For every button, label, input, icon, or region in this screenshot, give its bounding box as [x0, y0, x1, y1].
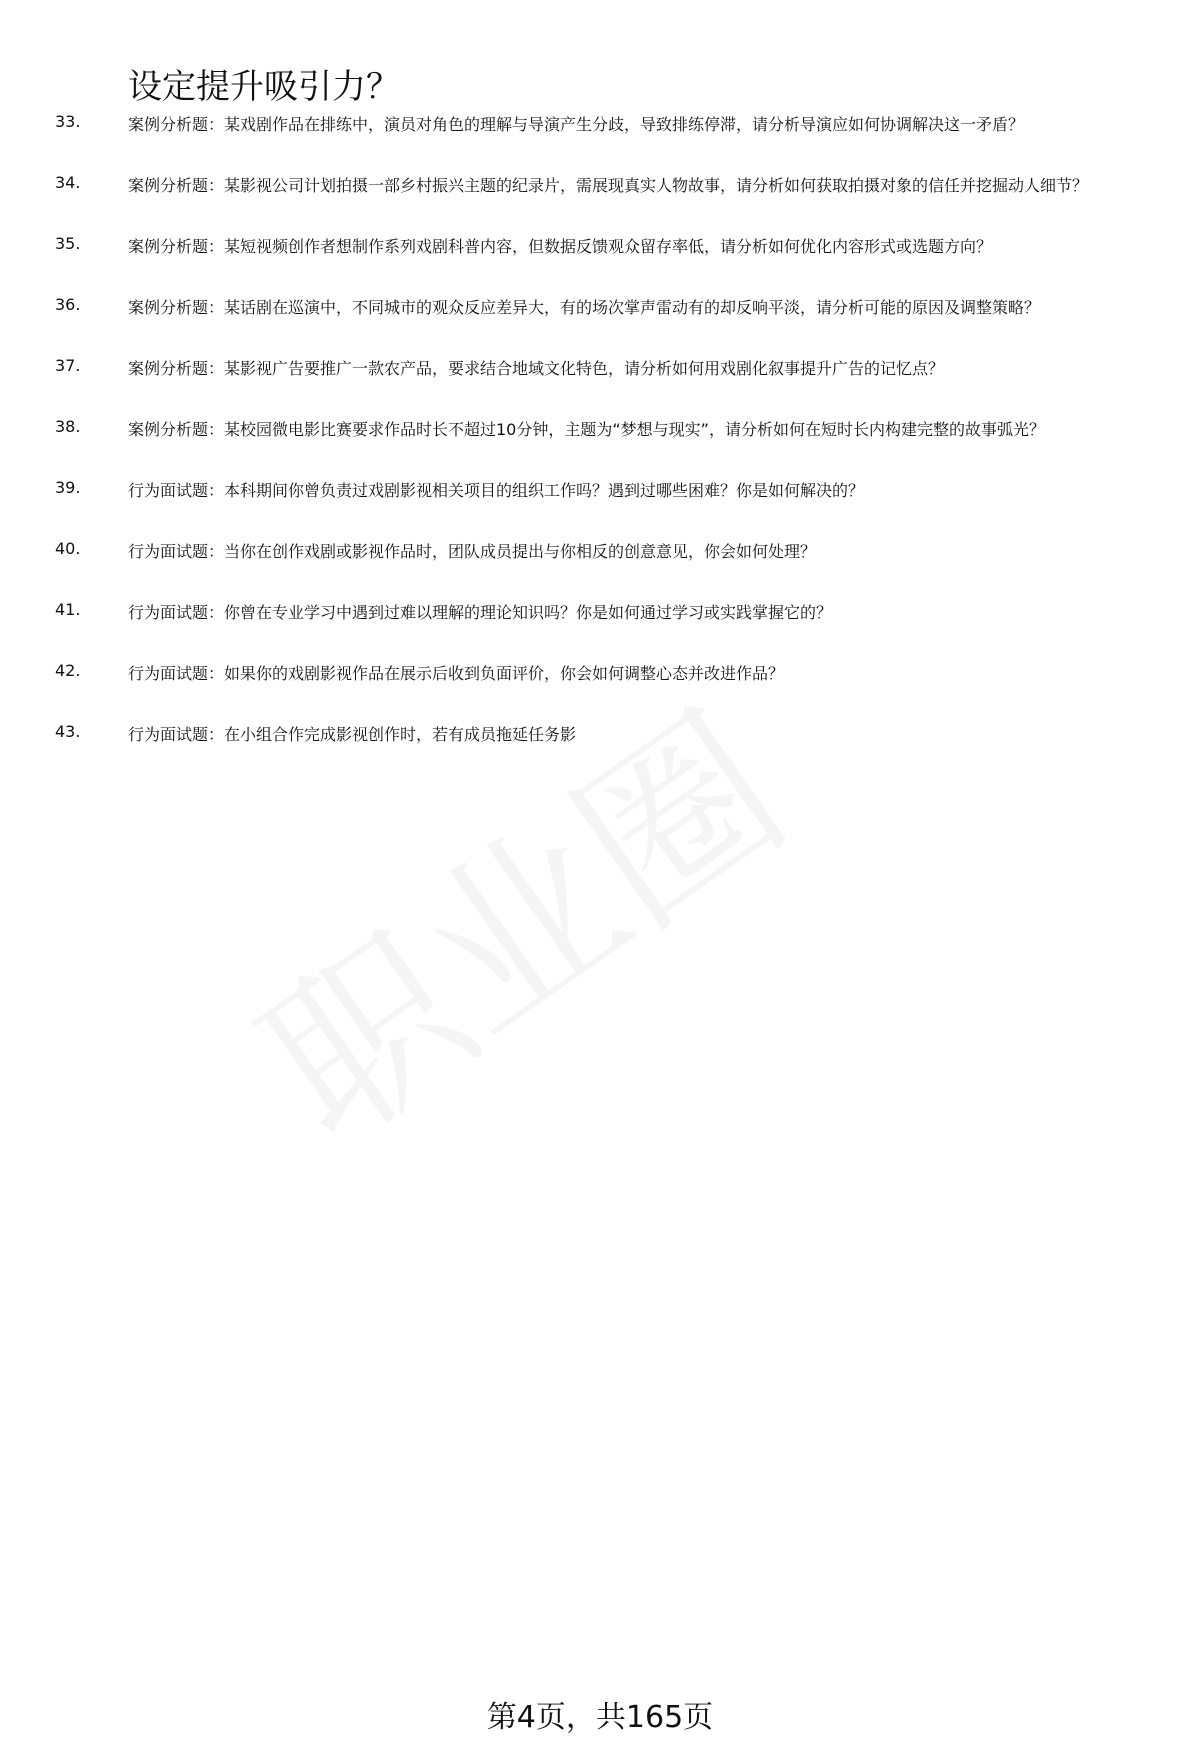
question-list-wrapper [55, 112, 1138, 745]
question-number: 42. [55, 661, 81, 680]
question-item [55, 234, 1138, 257]
question-text: 行为面试题：本科期间你曾负责过戏剧影视相关项目的组织工作吗？遇到过哪些困难？你是如何解决的？ [128, 481, 865, 500]
question-number: 34. [55, 173, 81, 192]
question-item [55, 539, 1138, 562]
question-text: 行为面试题：当你在创作戏剧或影视作品时，团队成员提出与你相反的创意意见，你会如何处理？ [128, 542, 817, 561]
question-number: 41. [55, 600, 81, 619]
question-number: 36. [55, 295, 81, 314]
question-number: 38. [55, 417, 81, 436]
question-text: 案例分析题：某影视广告要推广一款农产品，要求结合地域文化特色，请分析如何用戏剧化叙事提升广告的记忆点？ [128, 359, 945, 378]
question-number: 40. [55, 539, 81, 558]
question-item [55, 173, 1138, 196]
question-number: 43. [55, 722, 81, 741]
question-item [55, 722, 1138, 745]
question-list [55, 112, 1138, 745]
question-text: 案例分析题：某话剧在巡演中，不同城市的观众反应差异大，有的场次掌声雷动有的却反响平淡，请分析可能的原因及调整策略？ [128, 298, 1041, 317]
question-item [55, 112, 1138, 135]
question-number: 39. [55, 478, 81, 497]
question-text: 行为面试题：如果你的戏剧影视作品在展示后收到负面评价，你会如何调整心态并改进作品？ [128, 664, 785, 683]
question-number: 35. [55, 234, 81, 253]
question-text: 案例分析题：某影视公司计划拍摄一部乡村振兴主题的纪录片，需展现真实人物故事，请分析如何获取拍摄对象的信任并挖掘动人细节？ [128, 176, 1089, 195]
page-footer: 第4页，共165页 [486, 1700, 714, 1735]
question-number: 33. [55, 112, 81, 131]
question-text: 行为面试题：你曾在专业学习中遇到过难以理解的理论知识吗？你是如何通过学习或实践掌握它的？ [128, 603, 833, 622]
question-item [55, 356, 1138, 379]
question-text: 案例分析题：某校园微电影比赛要求作品时长不超过10分钟，主题为“梦想与现实”，请分析如何在短时长内构建完整的故事弧光？ [128, 420, 1045, 439]
question-text: 案例分析题：某短视频创作者想制作系列戏剧科普内容，但数据反馈观众留存率低，请分析如何优化内容形式或选题方向？ [128, 237, 993, 256]
continuation-text: 设定提升吸引力？ [128, 67, 400, 107]
question-text: 行为面试题：在小组合作完成影视创作时，若有成员拖延任务影 [128, 725, 577, 744]
question-item [55, 478, 1138, 501]
question-item [55, 417, 1138, 440]
question-number: 37. [55, 356, 81, 375]
question-item [55, 600, 1138, 623]
question-item [55, 661, 1138, 684]
question-item [55, 295, 1138, 318]
question-text: 案例分析题：某戏剧作品在排练中，演员对角色的理解与导演产生分歧，导致排练停滞，请分析导演应如何协调解决这一矛盾？ [128, 115, 1025, 134]
